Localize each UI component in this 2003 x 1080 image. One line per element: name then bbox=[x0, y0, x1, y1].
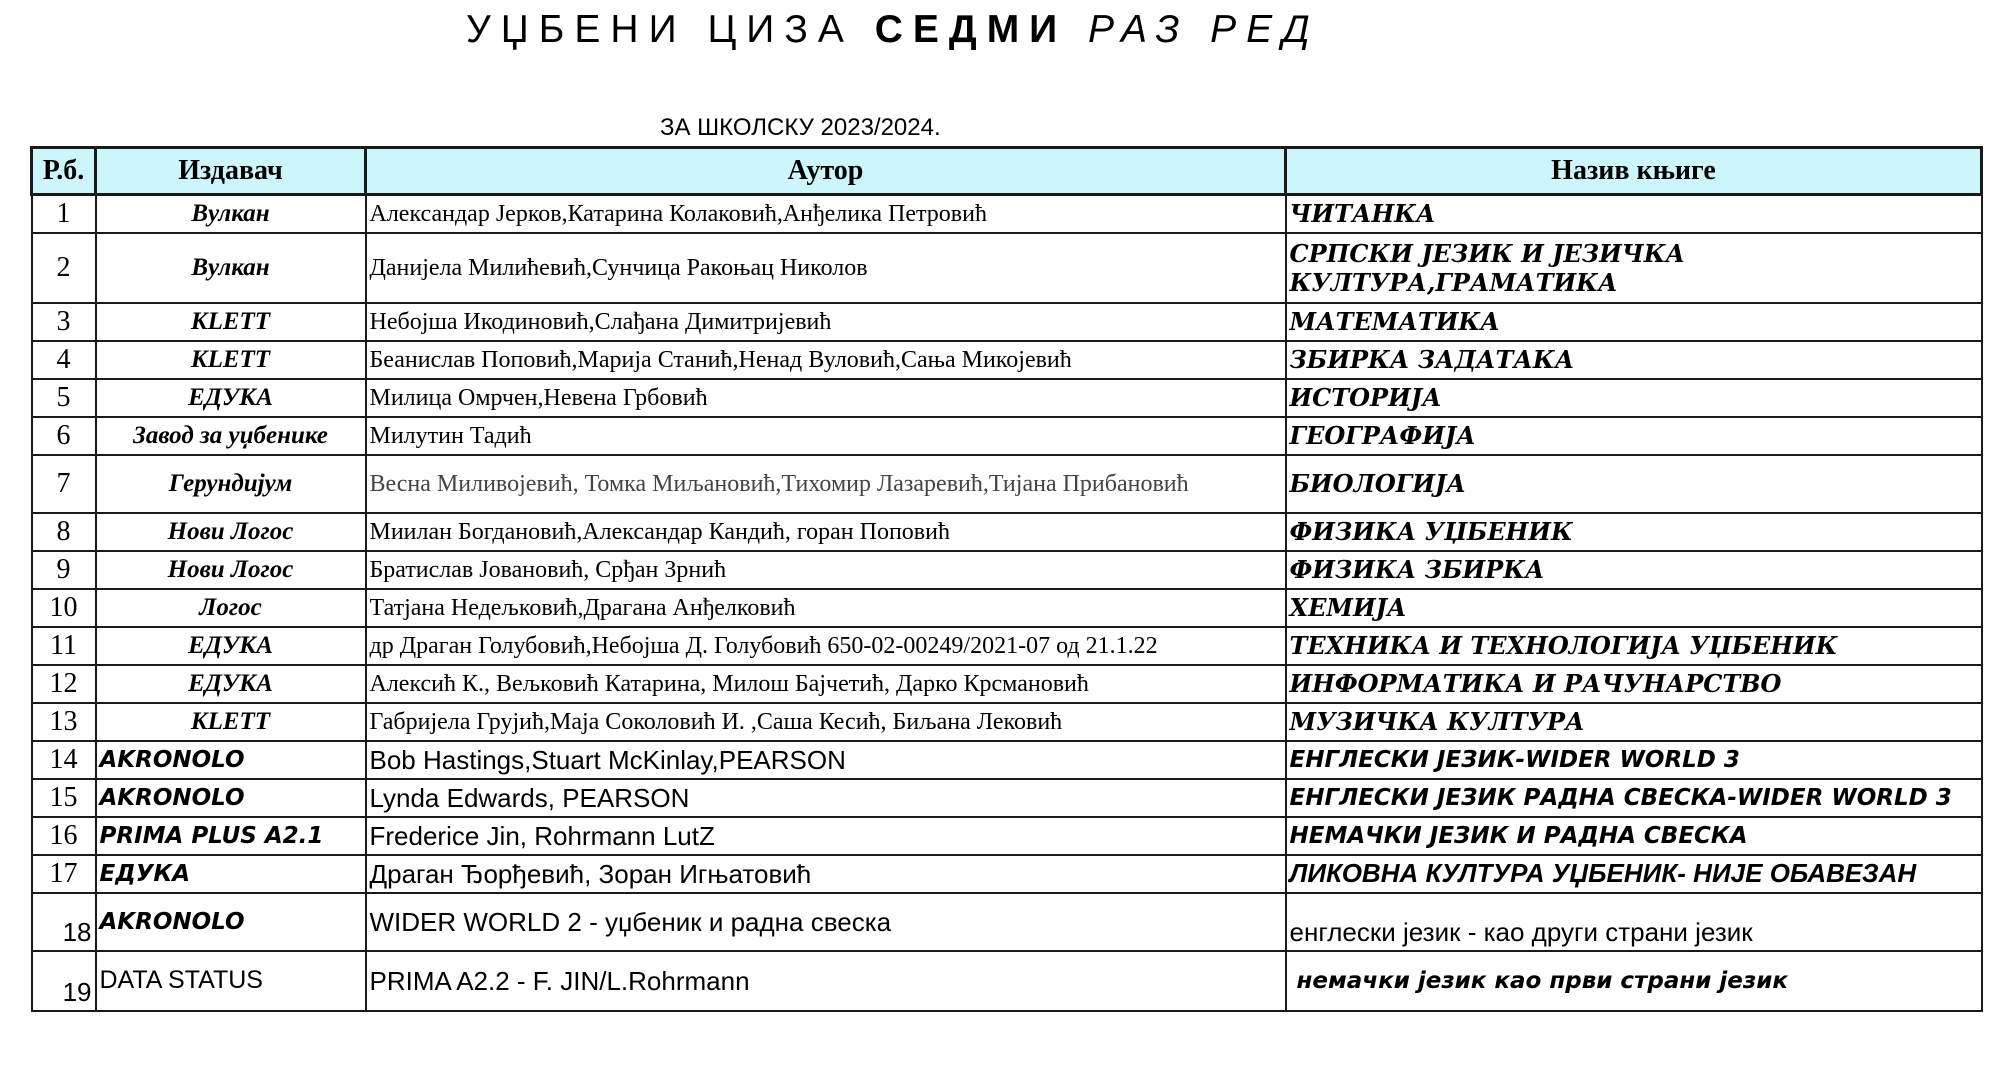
row-author: др Драган Голубовић,Небојша Д. Голубовић 650-02-00249/2021-07 од 21.1.22 bbox=[366, 627, 1286, 665]
row-title: ХЕМИЈА bbox=[1286, 589, 1982, 627]
table-row bbox=[32, 703, 1982, 741]
row-title: ИСТОРИЈА bbox=[1286, 379, 1982, 417]
heading-part1: УЏБЕНИ ЦИЗА bbox=[466, 8, 875, 51]
row-publisher: ЕДУКА bbox=[96, 665, 366, 703]
row-title: МАТЕМАТИКА bbox=[1286, 303, 1982, 341]
row-num: 4 bbox=[32, 341, 96, 379]
row-title: ЗБИРКА ЗАДАТАКА bbox=[1286, 341, 1982, 379]
table-row bbox=[32, 627, 1982, 665]
row-author: Драган Ђорђевић, Зоран Игњатовић bbox=[366, 855, 1286, 893]
row-num: 1 bbox=[32, 195, 96, 233]
row-publisher: ЕДУКА bbox=[96, 627, 366, 665]
row-author: Милица Омрчен,Невена Грбовић bbox=[366, 379, 1286, 417]
row-author: Александар Јерков,Катарина Колаковић,Анђелика Петровић bbox=[366, 195, 1286, 233]
row-num: 14 bbox=[32, 741, 96, 779]
table-row bbox=[32, 779, 1982, 817]
row-publisher: Герундијум bbox=[96, 455, 366, 513]
row-num: 5 bbox=[32, 379, 96, 417]
row-publisher: Нови Логос bbox=[96, 513, 366, 551]
row-num: 3 bbox=[32, 303, 96, 341]
row-publisher: AKRONOLO bbox=[96, 741, 366, 779]
table-row bbox=[32, 665, 1982, 703]
row-title: БИОЛОГИЈА bbox=[1286, 455, 1982, 513]
row-num: 19 bbox=[32, 951, 96, 1011]
heading-part3: РАЗ РЕД bbox=[1067, 8, 1320, 51]
row-author: Беанислав Поповић,Марија Станић,Ненад Вуловић,Сања Микојевић bbox=[366, 341, 1286, 379]
header-title: Назив књиге bbox=[1286, 148, 1982, 195]
row-title: ТЕХНИКА И ТЕХНОЛОГИЈА УЏБЕНИК bbox=[1286, 627, 1982, 665]
row-publisher: KLETT bbox=[96, 341, 366, 379]
row-publisher: Логос bbox=[96, 589, 366, 627]
row-author: PRIMA A2.2 - F. JIN/L.Rohrmann bbox=[366, 951, 1286, 1011]
table-row bbox=[32, 417, 1982, 455]
row-author: Весна Миливојевић, Томка Миљановић,Тихомир Лазаревић,Тијана Прибановић bbox=[366, 455, 1286, 513]
row-num: 12 bbox=[32, 665, 96, 703]
table-header-row bbox=[32, 148, 1982, 195]
row-publisher: KLETT bbox=[96, 303, 366, 341]
table-row bbox=[32, 741, 1982, 779]
row-publisher: ЕДУКА bbox=[96, 855, 366, 893]
table-row bbox=[32, 817, 1982, 855]
row-author: Милутин Тадић bbox=[366, 417, 1286, 455]
row-publisher: Завод за уџбенике bbox=[96, 417, 366, 455]
table-row bbox=[32, 303, 1982, 341]
row-title: енглески језик - као други страни језик bbox=[1286, 893, 1982, 951]
table-row bbox=[32, 589, 1982, 627]
row-num: 13 bbox=[32, 703, 96, 741]
row-title: СРПСКИ ЈЕЗИК И ЈЕЗИЧКА КУЛТУРА,ГРАМАТИКА bbox=[1286, 233, 1982, 303]
row-num: 17 bbox=[32, 855, 96, 893]
row-author: Frederice Jin, Rohrmann LutZ bbox=[366, 817, 1286, 855]
school-year-label: ЗА ШКОЛСКУ 2023/2024. bbox=[660, 114, 941, 141]
row-publisher: ЕДУКА bbox=[96, 379, 366, 417]
row-num: 11 bbox=[32, 627, 96, 665]
row-num: 7 bbox=[32, 455, 96, 513]
row-title: ЕНГЛЕСКИ ЈЕЗИК РАДНА СВЕСКА-WIDER WORLD 3 bbox=[1286, 779, 1982, 817]
row-num: 15 bbox=[32, 779, 96, 817]
header-author: Аутор bbox=[366, 148, 1286, 195]
row-author: Алексић К., Вељковић Катарина, Милош Бајчетић, Дарко Крсмановић bbox=[366, 665, 1286, 703]
row-author: Lynda Edwards, PEARSON bbox=[366, 779, 1286, 817]
row-author: Небојша Икодиновић,Слађана Димитријевић bbox=[366, 303, 1286, 341]
table-row bbox=[32, 233, 1982, 303]
row-num: 8 bbox=[32, 513, 96, 551]
row-title: немачки језик као први страни језик bbox=[1286, 951, 1982, 1011]
row-num: 2 bbox=[32, 233, 96, 303]
table-row bbox=[32, 951, 1982, 1011]
row-num: 18 bbox=[32, 893, 96, 951]
row-author: Татјана Недељковић,Драгана Анђелковић bbox=[366, 589, 1286, 627]
row-publisher: AKRONOLO bbox=[96, 779, 366, 817]
row-publisher: Нови Логос bbox=[96, 551, 366, 589]
table-row bbox=[32, 341, 1982, 379]
row-title: ЕНГЛЕСКИ ЈЕЗИК-WIDER WORLD 3 bbox=[1286, 741, 1982, 779]
row-num: 16 bbox=[32, 817, 96, 855]
row-publisher: PRIMA PLUS A2.1 bbox=[96, 817, 366, 855]
row-title: ГЕОГРАФИЈА bbox=[1286, 417, 1982, 455]
table-row bbox=[32, 551, 1982, 589]
row-num: 6 bbox=[32, 417, 96, 455]
row-title: ИНФОРМАТИКА И РАЧУНАРСТВО bbox=[1286, 665, 1982, 703]
row-num: 10 bbox=[32, 589, 96, 627]
row-title: ЧИТАНКА bbox=[1286, 195, 1982, 233]
row-author: Миилан Богдановић,Александар Кандић, горан Поповић bbox=[366, 513, 1286, 551]
header-num: Р.б. bbox=[32, 148, 96, 195]
row-author: Данијела Милићевић,Сунчица Ракоњац Николов bbox=[366, 233, 1286, 303]
row-author: Габријела Грујић,Маја Соколовић И. ,Саша Кесић, Биљана Лековић bbox=[366, 703, 1286, 741]
row-title: ФИЗИКА УЏБЕНИК bbox=[1286, 513, 1982, 551]
table-row bbox=[32, 455, 1982, 513]
row-publisher: AKRONOLO bbox=[96, 893, 366, 951]
row-publisher: Вулкан bbox=[96, 195, 366, 233]
textbook-table bbox=[30, 146, 1983, 1012]
row-title: ФИЗИКА ЗБИРКА bbox=[1286, 551, 1982, 589]
table-row bbox=[32, 195, 1982, 233]
row-title: НЕМАЧКИ ЈЕЗИК И РАДНА СВЕСКА bbox=[1286, 817, 1982, 855]
page-heading bbox=[466, 6, 1320, 54]
table-row bbox=[32, 893, 1982, 951]
row-author: WIDER WORLD 2 - уџбеник и радна свеска bbox=[366, 893, 1286, 951]
row-title: ЛИКОВНА КУЛТУРА УЏБЕНИК- НИЈЕ ОБАВЕЗАН bbox=[1286, 855, 1982, 893]
row-num: 9 bbox=[32, 551, 96, 589]
row-author: Bob Hastings,Stuart McKinlay,PEARSON bbox=[366, 741, 1286, 779]
row-author: Братислав Јовановић, Срђан Зрнић bbox=[366, 551, 1286, 589]
heading-grade: СЕДМИ bbox=[874, 8, 1068, 51]
row-publisher: DATA STATUS bbox=[96, 951, 366, 1011]
table-row bbox=[32, 855, 1982, 893]
header-publisher: Издавач bbox=[96, 148, 366, 195]
table-row bbox=[32, 513, 1982, 551]
table-row bbox=[32, 379, 1982, 417]
row-title: МУЗИЧКА КУЛТУРА bbox=[1286, 703, 1982, 741]
row-publisher: KLETT bbox=[96, 703, 366, 741]
row-publisher: Вулкан bbox=[96, 233, 366, 303]
